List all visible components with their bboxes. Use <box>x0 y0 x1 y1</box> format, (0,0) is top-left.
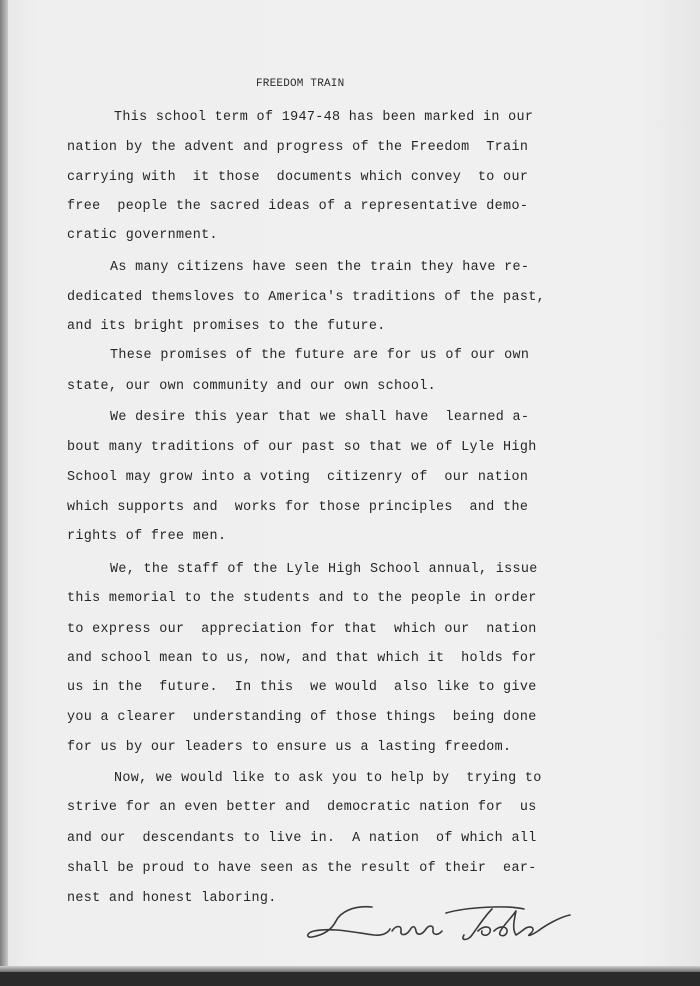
text-line: dedicated themsloves to America's traditions of the past, <box>67 290 545 305</box>
text-line: to express our appreciation for that which our nation <box>67 622 537 637</box>
text-line: state, our own community and our own school. <box>67 379 436 394</box>
page-binding-edge <box>0 0 8 972</box>
text-line: this memorial to the students and to the people in order <box>67 591 537 606</box>
text-line: We desire this year that we shall have learned a- <box>110 410 530 425</box>
handwritten-signature <box>302 895 582 955</box>
text-line: free people the sacred ideas of a representative demo- <box>67 199 529 214</box>
page-bottom-edge <box>0 966 700 972</box>
text-line: you a clearer understanding of those things being done <box>67 710 537 725</box>
text-line: carrying with it those documents which convey to our <box>67 170 529 185</box>
text-line: for us by our leaders to ensure us a lasting freedom. <box>67 740 512 755</box>
text-line: cratic government. <box>67 228 218 243</box>
text-line: shall be proud to have seen as the result of their ear- <box>67 861 537 876</box>
text-line: As many citizens have seen the train they have re- <box>110 260 530 275</box>
text-line: strive for an even better and democratic nation for us <box>67 800 537 815</box>
text-line: This school term of 1947-48 has been marked in our <box>114 110 534 125</box>
text-line: These promises of the future are for us of our own <box>110 348 530 363</box>
document-title: FREEDOM TRAIN <box>256 78 345 90</box>
text-line: which supports and works for those principles and the <box>67 500 529 515</box>
text-line: nest and honest laboring. <box>67 891 277 906</box>
text-line: We, the staff of the Lyle High School annual, issue <box>110 562 538 577</box>
text-line: and school mean to us, now, and that which it holds for <box>67 651 537 666</box>
text-line: Now, we would like to ask you to help by trying to <box>114 771 542 786</box>
text-line: rights of free men. <box>67 529 227 544</box>
text-line: and its bright promises to the future. <box>67 319 386 334</box>
text-line: nation by the advent and progress of the Freedom Train <box>67 140 529 155</box>
text-line: School may grow into a voting citizenry of our nation <box>67 470 529 485</box>
text-line: bout many traditions of our past so that we of Lyle High <box>67 440 537 455</box>
text-line: us in the future. In this we would also like to give <box>67 680 537 695</box>
text-line: and our descendants to live in. A nation of which all <box>67 831 537 846</box>
